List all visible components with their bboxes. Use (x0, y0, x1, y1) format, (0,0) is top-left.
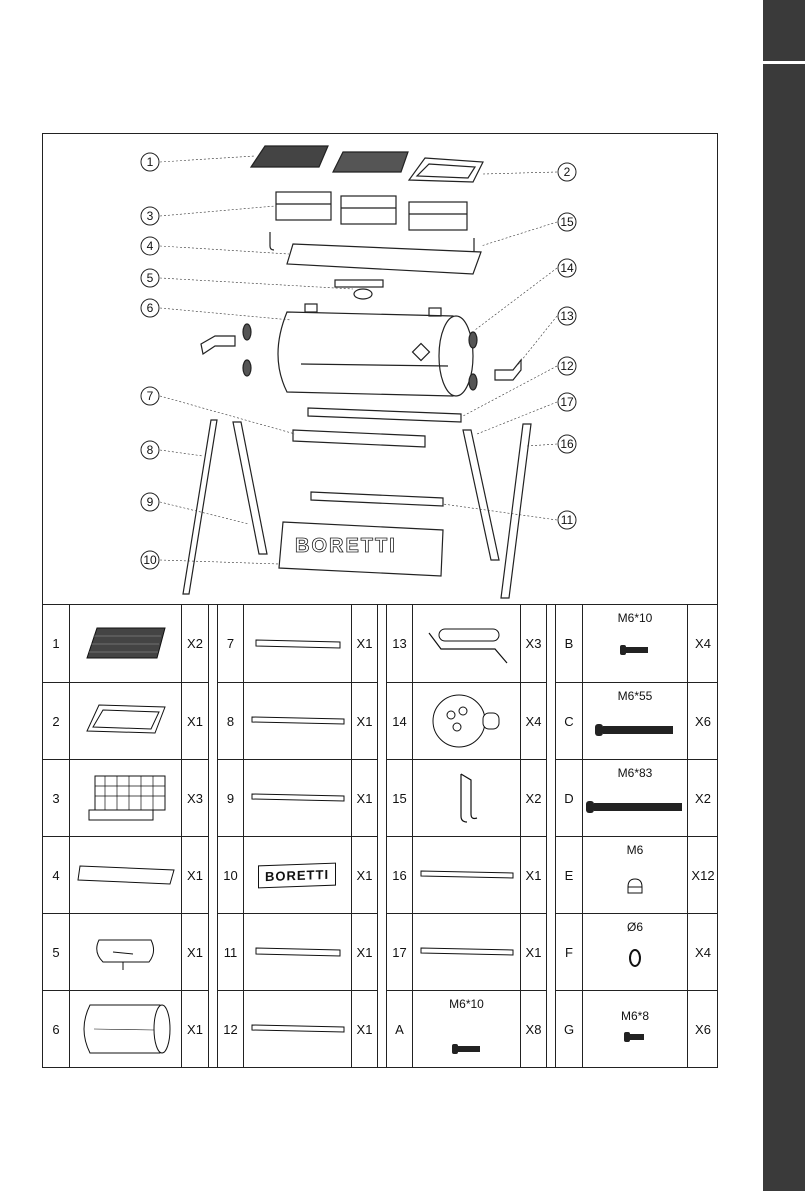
part-qty: X1 (521, 837, 547, 914)
svg-text:8: 8 (146, 443, 154, 457)
hardware-letter: D (556, 760, 583, 837)
svg-text:7: 7 (146, 389, 154, 403)
part-qty: X1 (352, 914, 378, 991)
callout-14 (558, 259, 576, 277)
leg-icon (183, 420, 217, 594)
part-number: 11 (218, 914, 244, 991)
part-qty: X4 (521, 683, 547, 760)
hardware-qty: X12 (688, 837, 718, 914)
leg-icon (244, 760, 352, 837)
brand-label: BORETTI (295, 535, 397, 557)
bolt-long-icon (583, 723, 687, 737)
hardware-size: M6*83 (617, 766, 653, 780)
part-qty: X1 (182, 837, 209, 914)
parts-column-3 (387, 605, 547, 1067)
thermometer-icon (70, 914, 182, 991)
callout-1 (141, 153, 159, 171)
exploded-view-svg (43, 134, 719, 606)
part-number: 8 (218, 683, 244, 760)
part-number: 3 (43, 760, 70, 837)
part-qty: X1 (352, 991, 378, 1067)
part-number: 15 (387, 760, 413, 837)
svg-text:11: 11 (560, 513, 574, 527)
column-divider (378, 605, 387, 1067)
callout-12 (558, 357, 576, 375)
side-tab (763, 0, 805, 1191)
part-qty: X1 (352, 760, 378, 837)
handle-icon (201, 336, 235, 354)
hardware-size: M6*10 (617, 611, 653, 625)
hardware-letter: A (387, 991, 413, 1067)
svg-text:15: 15 (560, 215, 574, 229)
bar-icon (244, 991, 352, 1067)
callout-13 (558, 307, 576, 325)
vent-disc-icon (243, 324, 251, 340)
callout-4 (141, 237, 159, 255)
part-number: 10 (218, 837, 244, 914)
part-qty: X1 (352, 605, 378, 683)
callout-11 (558, 511, 576, 529)
callout-9 (141, 493, 159, 511)
ash-tray-icon (287, 244, 481, 274)
bolt-short-icon (583, 1031, 687, 1043)
washer-icon (583, 948, 687, 968)
svg-text:17: 17 (560, 395, 574, 409)
callout-2 (558, 163, 576, 181)
part-qty: X2 (182, 605, 209, 683)
hardware-letter: G (556, 991, 583, 1067)
bar-icon (293, 430, 425, 447)
hardware-letter: C (556, 683, 583, 760)
hardware-qty: X8 (521, 991, 547, 1067)
part-number: 7 (218, 605, 244, 683)
bolt-short-icon (413, 1043, 520, 1055)
svg-text:6: 6 (146, 301, 154, 315)
bar-icon (308, 408, 461, 422)
hardware-cell (583, 914, 688, 991)
bar-icon (244, 914, 352, 991)
callout-5 (141, 269, 159, 287)
name-plate-text: BORETTI (258, 862, 336, 888)
part-qty: X1 (352, 837, 378, 914)
svg-text:10: 10 (143, 553, 157, 567)
hardware-qty: X4 (688, 914, 718, 991)
svg-text:14: 14 (560, 261, 574, 275)
hardware-cell (583, 991, 688, 1067)
leg-icon (501, 424, 531, 598)
hardware-letter: B (556, 605, 583, 683)
part-number: 12 (218, 991, 244, 1067)
hardware-size: M6*10 (449, 997, 484, 1011)
svg-text:13: 13 (560, 309, 574, 323)
svg-text:3: 3 (146, 209, 154, 223)
part-number: 14 (387, 683, 413, 760)
barrel-body-icon (278, 304, 473, 396)
leg-icon (244, 683, 352, 760)
vent-disc-icon (243, 360, 251, 376)
part-qty: X1 (352, 683, 378, 760)
svg-text:2: 2 (563, 165, 571, 179)
svg-text:16: 16 (560, 437, 574, 451)
part-qty: X1 (182, 683, 209, 760)
part-number: 6 (43, 991, 70, 1067)
bar-icon (311, 492, 443, 506)
part-number: 9 (218, 760, 244, 837)
svg-text:1: 1 (146, 155, 154, 169)
callout-16 (558, 435, 576, 453)
cooking-grid-icon (70, 605, 182, 683)
hardware-cell (413, 991, 521, 1067)
bar-icon (244, 605, 352, 683)
part-number: 2 (43, 683, 70, 760)
name-plate-icon (244, 837, 352, 914)
leg-icon (413, 914, 521, 991)
leg-icon (413, 837, 521, 914)
hardware-qty: X6 (695, 1021, 711, 1037)
part-qty: X3 (182, 760, 209, 837)
hardware-size: M6*8 (620, 1009, 649, 1023)
column-divider (547, 605, 556, 1067)
bolt-short-icon (583, 644, 687, 656)
callout-7 (141, 387, 159, 405)
cap-nut-icon (583, 877, 687, 895)
svg-text:5: 5 (146, 271, 154, 285)
hardware-size: Ø6 (626, 920, 643, 934)
ash-tray-icon (70, 837, 182, 914)
hardware-letter: F (556, 914, 583, 991)
hook-icon (413, 760, 521, 837)
part-number: 13 (387, 605, 413, 683)
charcoal-basket-icon (276, 192, 467, 230)
hardware-size: M6*55 (617, 689, 653, 703)
part-number: 5 (43, 914, 70, 991)
part-qty: X1 (182, 991, 209, 1067)
part-number: 1 (43, 605, 70, 683)
svg-text:4: 4 (146, 239, 154, 253)
leg-icon (233, 422, 267, 554)
part-qty: X2 (521, 760, 547, 837)
vent-disc-icon (469, 374, 477, 390)
thermometer-icon (335, 280, 383, 299)
bolt-long-icon (583, 800, 687, 814)
callout-6 (141, 299, 159, 317)
hardware-size: M6 (626, 843, 644, 857)
exploded-diagram (42, 133, 718, 605)
parts-column-1 (43, 605, 209, 1067)
part-qty: X1 (521, 914, 547, 991)
hardware-letter: E (556, 837, 583, 914)
hardware-qty: X4 (688, 605, 718, 683)
charcoal-basket-icon (70, 760, 182, 837)
callout-15 (558, 213, 576, 231)
warming-rack-icon (409, 158, 483, 182)
vent-disc-icon (469, 332, 477, 348)
hardware-qty: X2 (688, 760, 718, 837)
column-divider (209, 605, 218, 1067)
svg-text:12: 12 (560, 359, 574, 373)
hook-icon (270, 232, 274, 250)
part-number: 17 (387, 914, 413, 991)
callout-8 (141, 441, 159, 459)
hardware-qty: X6 (688, 683, 718, 760)
warming-rack-icon (70, 683, 182, 760)
hardware-cell (583, 683, 688, 760)
side-tab-notch (763, 61, 805, 64)
callout-17 (558, 393, 576, 411)
callout-3 (141, 207, 159, 225)
callout-10 (141, 551, 159, 569)
hardware-cell (583, 760, 688, 837)
barrel-body-icon (70, 991, 182, 1067)
part-qty: X1 (182, 914, 209, 991)
hardware-cell (583, 837, 688, 914)
part-number: 16 (387, 837, 413, 914)
handle-icon (413, 605, 521, 683)
cooking-grid-icon (251, 146, 408, 172)
hardware-cell (583, 605, 688, 683)
leg-icon (463, 430, 499, 560)
parts-list-table (42, 605, 718, 1068)
svg-text:9: 9 (146, 495, 154, 509)
part-number: 4 (43, 837, 70, 914)
parts-column-2 (218, 605, 378, 1067)
vent-disc-icon (413, 683, 521, 760)
hardware-column (556, 605, 718, 1067)
handle-icon (495, 360, 521, 380)
part-qty: X3 (521, 605, 547, 683)
